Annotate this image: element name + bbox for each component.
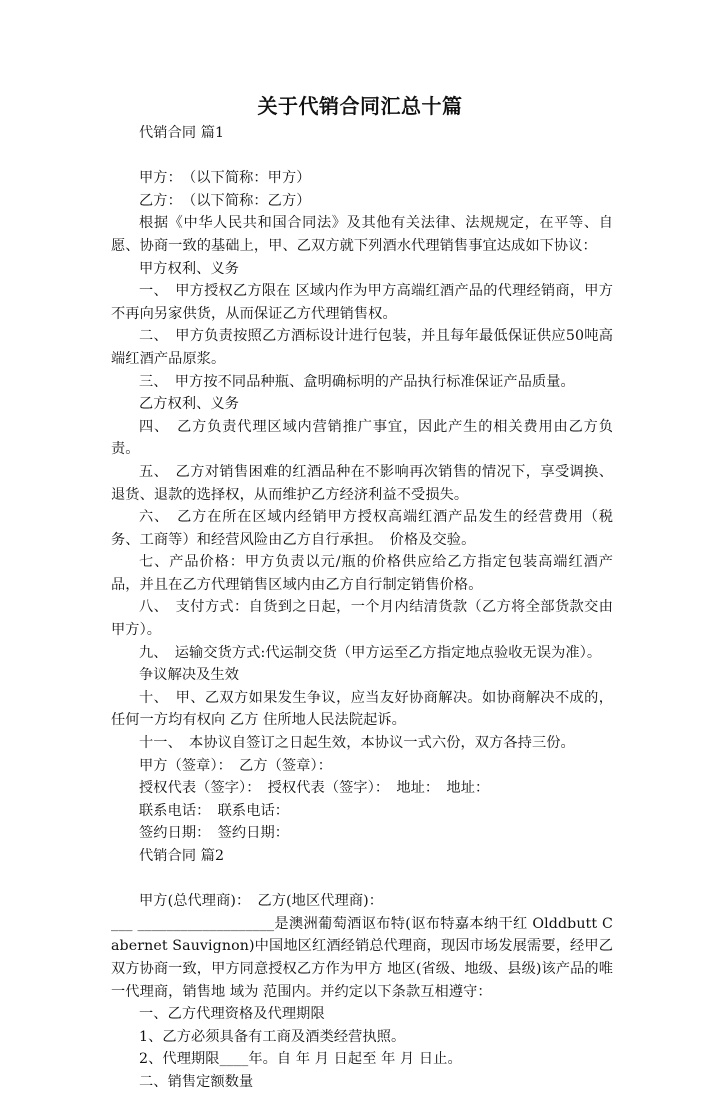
document-body bbox=[111, 122, 613, 1094]
clause-11: 十一、 本协议自签订之日起生效，本协议一式六份，双方各持三份。 bbox=[139, 735, 575, 752]
clause-10: 十、 甲、乙双方如果发生争议，应当友好协商解决。如协商解决不成的，任何一方均有权向 乙方 住所地人民法院起诉。 bbox=[111, 689, 613, 729]
party-a-rights-heading: 甲方权利、义务 bbox=[139, 260, 240, 277]
clause-3: 三、 甲方按不同品种瓶、盒明确标明的产品执行标准保证产品质量。 bbox=[139, 373, 575, 390]
item-1-2-text: 2、代理期限 bbox=[139, 1051, 220, 1068]
item-1-heading: 一、乙方代理资格及代理期限 bbox=[139, 1006, 325, 1023]
date-line: 签约日期： 签约日期： bbox=[139, 825, 290, 842]
signature-line: 甲方（签章）： 乙方（签章）： bbox=[139, 757, 333, 774]
dispute-heading: 争议解决及生效 bbox=[139, 667, 240, 684]
clause-9: 九、 运输交货方式:代运制交货（甲方运至乙方指定地点验收无误为准）。 bbox=[139, 644, 602, 661]
clause-2: 二、 甲方负责按照乙方酒标设计进行包装，并且每年最低保证供应50吨高端红酒产品原浆。 bbox=[111, 328, 613, 367]
representative-line: 授权代表（签字）： 授权代表（签字）： 地址： 地址： bbox=[139, 780, 490, 797]
clause-6: 六、 乙方在所在区域内经销甲方授权高端红酒产品发生的经营费用（税务、工商等）和经营风险由乙方自行承担。 价格及交验。 bbox=[111, 509, 613, 548]
party-a-line: 甲方： （以下简称：甲方） bbox=[139, 170, 311, 187]
section-heading: 代销合同 篇1 bbox=[139, 125, 225, 141]
section-heading: 代销合同 篇2 bbox=[139, 848, 225, 864]
blank-line bbox=[111, 868, 613, 891]
item-1-1: 1、乙方必须具备有工商及酒类经营执照。 bbox=[139, 1028, 406, 1045]
phone-line: 联系电话： 联系电话： bbox=[139, 802, 290, 819]
fill-blank: ___ bbox=[111, 915, 133, 932]
fill-blank: ___________________ bbox=[137, 915, 275, 932]
party-b-rights-heading: 乙方权利、义务 bbox=[139, 396, 240, 413]
preamble-paragraph: 根据《中华人民共和国合同法》及其他有关法律、法规规定，在平等、自愿、协商一致的基础上，甲、乙双方就下列酒水代理销售事宜达成如下协议： bbox=[111, 215, 613, 254]
intro-text: 是澳洲葡萄酒讴布特(讴布特嘉本纳干红 Olddbutt Cabernet Sauvignon)中国地区红酒经销总代理商，现因市场发展需要，经甲乙双方协商一致，甲方同意授权乙方作为甲方 地区(省级、地级、县级)该产品的唯一代理商，销售地 域为 范围内。并约定以下条款互相遵守： bbox=[111, 915, 613, 1000]
clause-4: 四、 乙方负责代理区域内营销推广事宜，因此产生的相关费用由乙方负责。 bbox=[111, 418, 613, 458]
clause-8: 八、 支付方式：自货到之日起，一个月内结清货款（乙方将全部货款交由甲方）。 bbox=[111, 599, 613, 639]
intro-paragraph bbox=[111, 913, 613, 1003]
clause-7: 七、产品价格：甲方负责以元/瓶的价格供应给乙方指定包装高端红酒产品，并且在乙方代理销售区域内由乙方自行制定销售价格。 bbox=[111, 554, 613, 593]
clause-1: 一、 甲方授权乙方限在 区域内作为甲方高端红酒产品的代理经销商，甲方不再向另家供货，从而保证乙方代理销售权。 bbox=[111, 283, 613, 322]
parties-line: 甲方(总代理商)： 乙方(地区代理商)： bbox=[139, 893, 384, 910]
party-b-line: 乙方： （以下简称：乙方） bbox=[139, 192, 311, 209]
item-2-heading: 二、销售定额数量 bbox=[139, 1073, 254, 1090]
clause-5: 五、 乙方对销售困难的红酒品种在不影响再次销售的情况下，享受调换、退货、退款的选择权，从而维护乙方经济利益不受损失。 bbox=[111, 463, 613, 503]
item-1-2-period: 年。自 年 月 日起至 年 月 日止。 bbox=[248, 1051, 462, 1068]
blank-line bbox=[111, 145, 613, 168]
document-title: 关于代销合同汇总十篇 bbox=[257, 94, 463, 118]
item-1-2 bbox=[111, 1048, 613, 1071]
fill-blank: ____ bbox=[219, 1051, 249, 1068]
